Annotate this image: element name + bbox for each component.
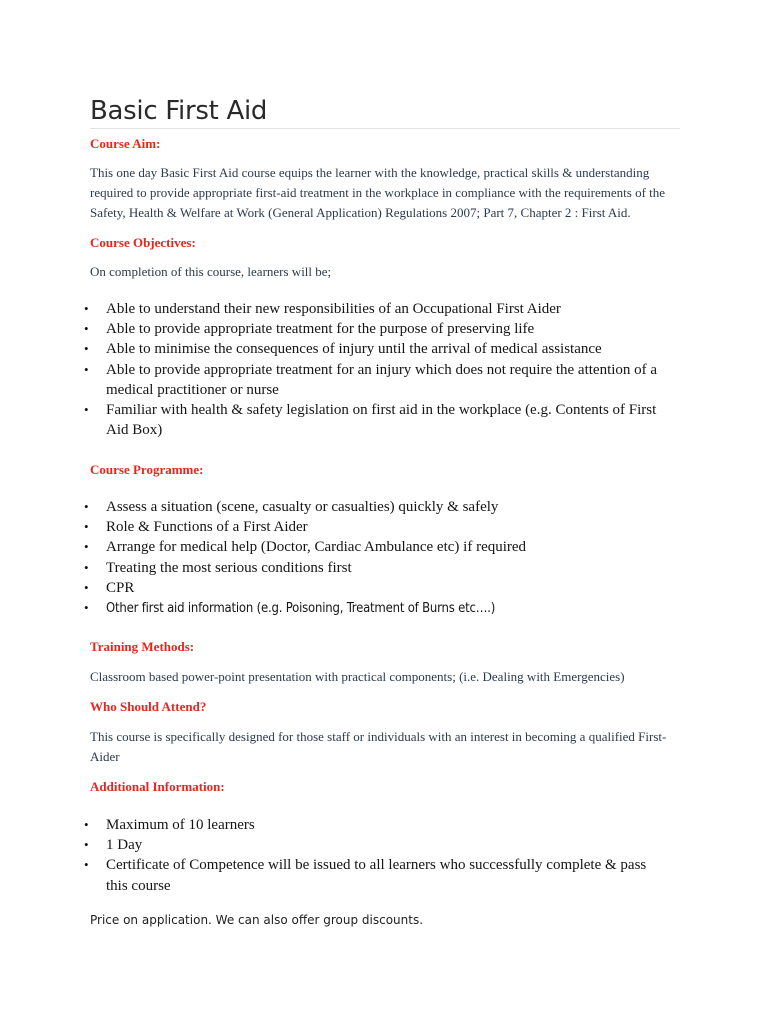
objectives-list — [84, 299, 670, 440]
list-item: • Arrange for medical help (Doctor, Cardiac Ambulance etc) if required — [90, 537, 670, 557]
price-note: Price on application. We can also offer group discounts. — [90, 913, 424, 927]
course-objectives-intro: On completion of this course, learners will be; — [90, 264, 332, 279]
bullet-icon: • — [84, 857, 89, 873]
list-item: • Able to understand their new responsibilities of an Occupational First Aider — [90, 299, 670, 319]
bullet-icon: • — [84, 301, 89, 316]
bullet-icon: • — [84, 321, 89, 337]
list-item: • Certificate of Competence will be issued to all learners who successfully complete & pass this course — [84, 857, 647, 894]
list-item: • Treating the most serious conditions first — [90, 558, 670, 578]
training-methods-text: Classroom based power-point presentation with practical components; (i.e. Dealing with Emergencies) — [90, 669, 625, 684]
list-item: • Assess a situation (scene, casualty or casualties) quickly & safely — [90, 497, 670, 517]
bullet-icon: • — [84, 559, 89, 575]
course-programme-heading: Course Programme: — [90, 462, 204, 477]
bullet-icon: • — [84, 519, 89, 535]
bullet-icon: • — [84, 579, 89, 595]
course-objectives-heading: Course Objectives: — [90, 235, 196, 250]
list-item: • Role & Functions of a First Aider — [90, 517, 670, 537]
bullet-icon: • — [84, 341, 89, 357]
bullet-icon: • — [84, 837, 89, 853]
list-item: • Other first aid information (e.g. Poisoning, Treatment of Burns etc….) — [90, 598, 670, 619]
course-aim-text: This one day Basic First Aid course equips the learner with the knowledge, practical skills & understanding required to provide appropriate first-aid treatment in the workplace in compliance with the requirements of the Safety, Health & Welfare at Work (General Application) Regulations 2007; Part 7, Chapter 2 : First Aid. — [90, 165, 666, 220]
additional-information-heading: Additional Information: — [90, 779, 225, 794]
title-divider — [90, 128, 680, 129]
who-should-attend-heading: Who Should Attend? — [90, 699, 207, 714]
programme-list — [84, 497, 670, 619]
training-methods-heading: Training Methods: — [90, 639, 195, 654]
list-item: • Able to minimise the consequences of injury until the arrival of medical assistance — [90, 339, 670, 359]
additional-information-list — [84, 815, 670, 896]
list-item: • CPR — [90, 578, 670, 598]
list-item: • Able to provide appropriate treatment for an injury which does not require the attention of a medical practitioner or nurse — [84, 361, 658, 398]
bullet-icon: • — [84, 600, 89, 616]
page-title: Basic First Aid — [90, 96, 268, 126]
list-item: • Familiar with health & safety legislation on first aid in the workplace (e.g. Contents of First Aid Box) — [84, 402, 657, 439]
list-item: • Maximum of 10 learners — [90, 815, 670, 835]
bullet-icon: • — [84, 539, 89, 555]
bullet-icon: • — [84, 402, 89, 418]
list-item: • Able to provide appropriate treatment for the purpose of preserving life — [90, 319, 670, 339]
bullet-icon: • — [84, 361, 89, 377]
bullet-icon: • — [84, 499, 89, 514]
course-aim-heading: Course Aim: — [90, 136, 161, 151]
who-should-attend-text: This course is specifically designed for those staff or individuals with an interest in becoming a qualified First-Aider — [90, 729, 667, 764]
list-item: • 1 Day — [90, 835, 670, 855]
bullet-icon: • — [84, 817, 89, 832]
